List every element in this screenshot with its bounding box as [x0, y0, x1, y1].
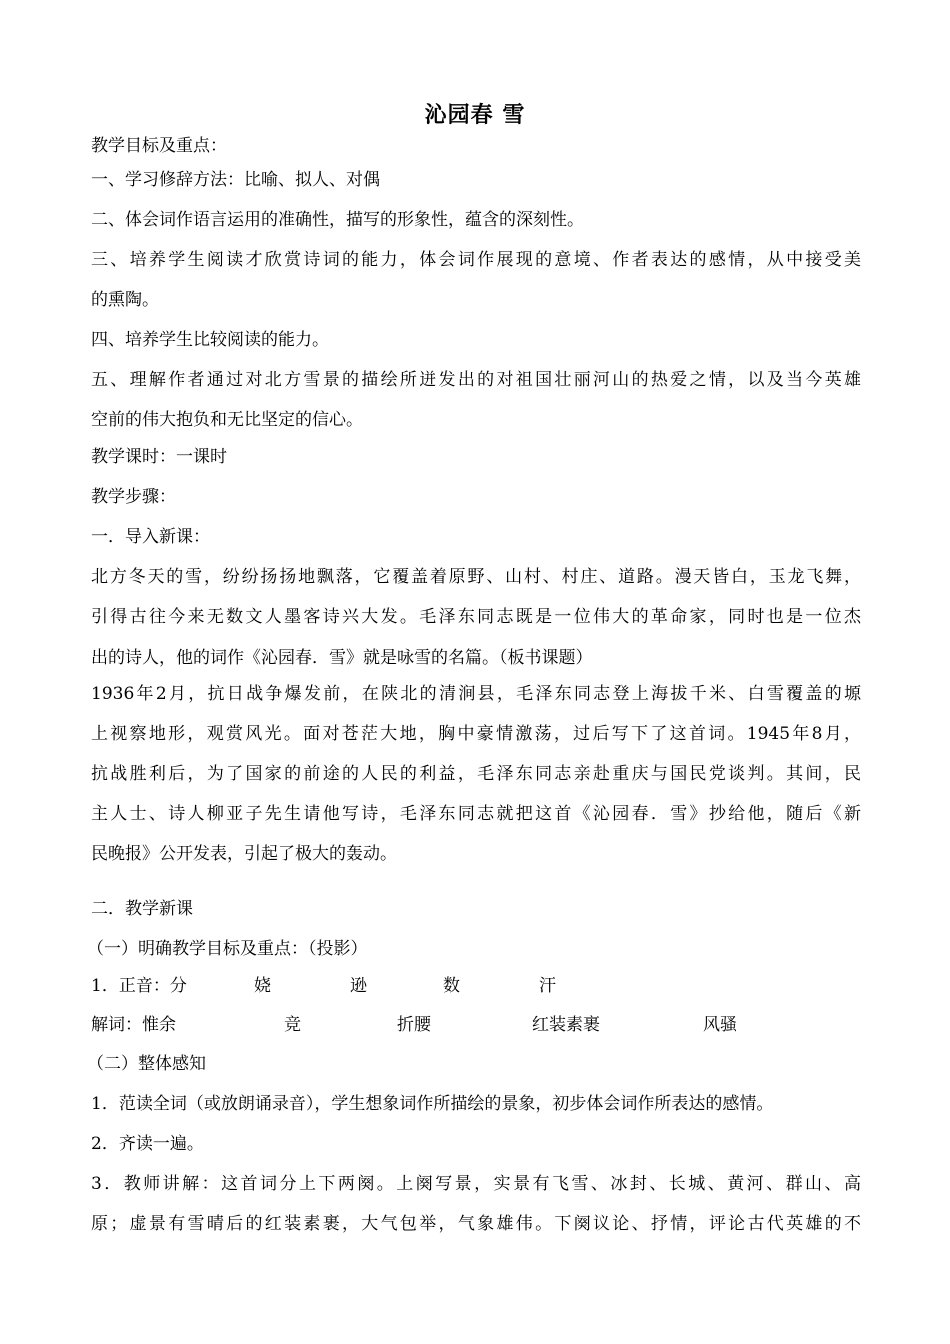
overview-item-1: 1．范读全词（或放朗诵录音），学生想象词作所描绘的景象，初步体会词作所表达的感情。 [91, 1094, 774, 1114]
sub-1-heading: （一）明确教学目标及重点：（投影） [87, 939, 368, 959]
class-hours: 教学课时：一课时 [91, 447, 227, 467]
vocabulary-word: 折腰 [397, 1015, 431, 1035]
background-line-3: 抗战胜利后，为了国家的前途的人民的利益，毛泽东同志亲赴重庆与国民党谈判。其间，民 [91, 764, 861, 784]
objective-5-line-2: 空前的伟大抱负和无比坚定的信心。 [91, 410, 363, 430]
intro-paragraph-end [91, 638, 861, 678]
vocabulary-word: 竞 [284, 1015, 301, 1035]
vocabulary-word: 风骚 [703, 1015, 737, 1035]
step-2-block [87, 889, 861, 969]
pronunciation-label: 1．正音：分 [91, 976, 187, 996]
vocabulary-word: 红装素裹 [532, 1015, 600, 1035]
pronunciation-char: 逊 [350, 976, 367, 996]
background-line-2: 上视察地形，观赏风光。面对苍茫大地，胸中豪情激荡，过后写下了这首词。1945年8月， [91, 724, 861, 744]
pronunciation-char: 数 [443, 976, 460, 996]
overview-item-2: 2．齐读一遍。 [91, 1134, 204, 1154]
objective-5-line-1: 五、理解作者通过对北方雪景的描绘所迸发出的对祖国壮丽河山的热爱之情，以及当今英雄 [91, 370, 861, 390]
sub-2-heading: （二）整体感知 [87, 1054, 206, 1074]
background-line-5: 民晚报》公开发表，引起了极大的轰动。 [91, 844, 397, 864]
objective-3-line-2: 的熏陶。 [91, 290, 159, 310]
objective-1: 一、学习修辞方法：比喻、拟人、对偶 [91, 170, 380, 190]
intro-line-3: 出的诗人，他的词作《沁园春．雪》就是咏雪的名篇。（板书课题） [91, 648, 593, 668]
page-title: 沁园春 雪 [424, 103, 526, 128]
step-1-heading: 一．导入新课： [91, 527, 210, 547]
intro-paragraph [91, 557, 861, 637]
overview-item-3-line-2: 原；虚景有雪晴后的红装素裹，大气包举，气象雄伟。下阕议论、抒情，评论古代英雄的不 [91, 1214, 861, 1234]
objective-2: 二、体会词作语言运用的准确性，描写的形象性，蕴含的深刻性。 [91, 210, 584, 230]
step-2-heading: 二．教学新课 [91, 899, 193, 919]
objective-3-line-1: 三、培养学生阅读才欣赏诗词的能力，体会词作展现的意境、作者表达的感情，从中接受美 [91, 250, 861, 270]
intro-line-1: 北方冬天的雪，纷纷扬扬地飘落，它覆盖着原野、山村、村庄、道路。漫天皆白，玉龙飞舞， [91, 567, 861, 587]
pronunciation-row [91, 966, 861, 1006]
steps-heading: 教学步骤： [91, 487, 176, 507]
background-line-4: 主人士、诗人柳亚子先生请他写诗，毛泽东同志就把这首《沁园春．雪》抄给他，随后《新 [91, 804, 861, 824]
overview-item-3-line-1: 3．教师讲解：这首词分上下两阕。上阕写景，实景有飞雪、冰封、长城、黄河、群山、高 [91, 1174, 861, 1194]
objectives-list [91, 160, 861, 440]
background-line-1: 1936年2月，抗日战争爆发前，在陕北的清涧县，毛泽东同志登上海拔千米、白雪覆盖的塬 [91, 684, 861, 704]
vocabulary-label: 解词：惟余 [91, 1015, 176, 1035]
objectives-heading: 教学目标及重点： [91, 136, 227, 156]
lesson-info [91, 437, 861, 557]
background-paragraph [91, 674, 861, 874]
intro-line-2: 引得古往今来无数文人墨客诗兴大发。毛泽东同志既是一位伟大的革命家，同时也是一位杰 [91, 607, 861, 627]
overview-block [87, 1044, 861, 1244]
objective-4: 四、培养学生比较阅读的能力。 [91, 330, 329, 350]
pronunciation-char: 娆 [254, 976, 271, 996]
pronunciation-char: 汗 [539, 976, 556, 996]
vocabulary-row [91, 1005, 861, 1045]
